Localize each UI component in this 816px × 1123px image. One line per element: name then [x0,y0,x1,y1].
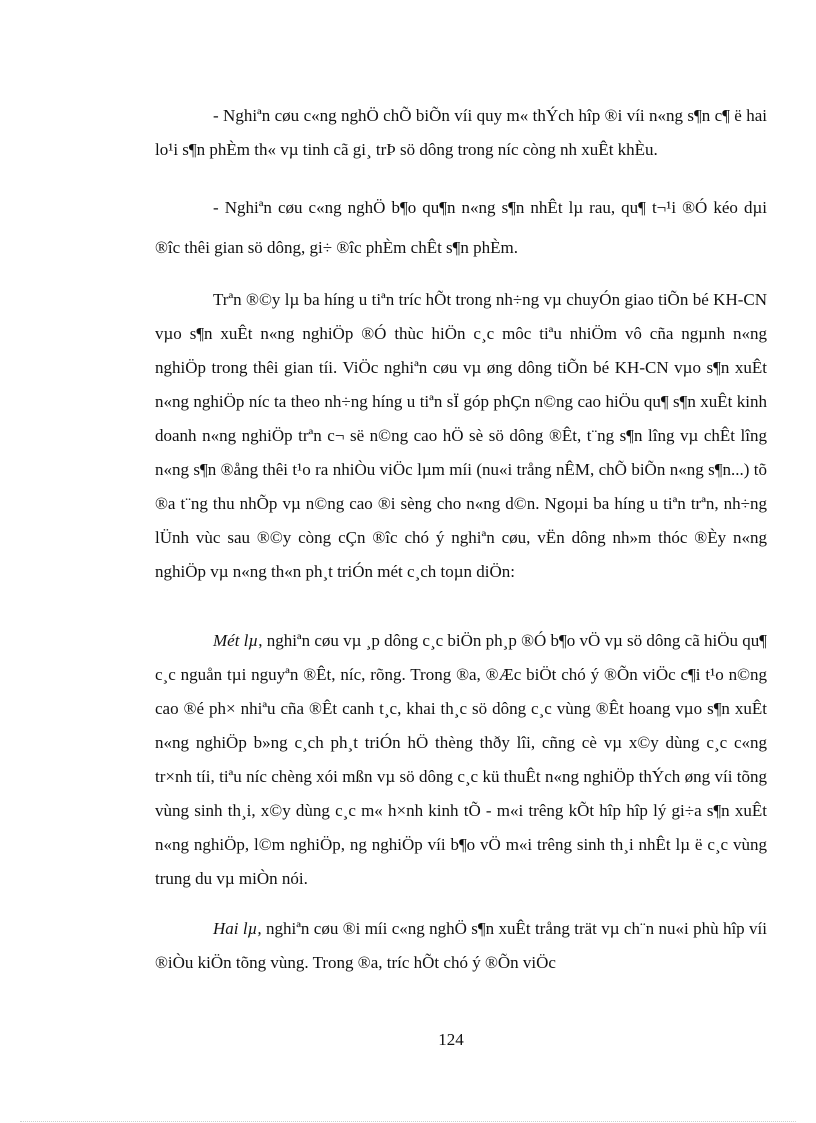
paragraph-research-processing: - Nghiªn cøu c«ng nghÖ chÕ biÕn víi quy m« thÝch hîp ®i víi n«ng s¶n c¶ ë hai lo¹i s¶n phÈm th« vµ tinh cã gi¸ trÞ sö dông trong níc còng nh xuÊt khÈu. [155,106,767,159]
page-number: 124 [438,1030,464,1049]
paragraph-second-point [155,912,767,980]
paragraph-priority-directions: Trªn ®©y lµ ba híng u tiªn tríc hÕt trong nh÷ng vµ chuyÓn giao tiÕn bé KH-CN vµo s¶n xuÊt n«ng nghiÖp ®Ó thùc hiÖn c¸c môc tiªu nhiÖm vô cña ngµnh n«ng nghiÖp trong thêi gian tíi. ViÖc nghiªn cøu vµ øng dông tiÕn bé KH-CN vµo s¶n xuÊt n«ng nghiÖp níc ta theo nh÷ng híng u tiªn sÏ góp phÇn n©ng cao hiÖu qu¶ s¶n xuÊt kinh doanh n«ng nghiÖp trªn c¬ së n©ng cao hÖ sè sö dông ®Êt, t¨ng s¶n lîng vµ chÊt lîng n«ng s¶n ®ång thêi t¹o ra nhiÒu viÖc lµm míi (nu«i trång nÊM, chÕ biÕn n«ng s¶n...) tõ ®a t¨ng thu nhÕp vµ n©ng cao ®i sèng cho n«ng d©n. Ngoµi ba híng u tiªn trªn, nh÷ng lÜnh vùc sau ®©y còng cÇn ®îc chó ý nghiªn cøu, vËn dông nh»m thóc ®Èy n«ng nghiÖp vµ n«ng th«n ph¸t triÓn mét c¸ch toµn diÖn: [155,290,767,581]
lead-first: Mét lµ [213,631,259,650]
page-bottom-rule [20,1121,796,1122]
paragraph-research-preservation: - Nghiªn cøu c«ng nghÖ b¶o qu¶n n«ng s¶n nhÊt lµ rau, qu¶ t¬¹i ®Ó kéo dµi ®îc thêi gian sö dông, gi÷ ®îc phÈm chÊt s¶n phÈm. [155,198,767,257]
paragraph-second-body: nghiªn cøu ®i míi c«ng nghÖ s¶n xuÊt trång trät vµ ch¨n nu«i phù hîp víi ®iÒu kiÖn tõng vùng. Trong ®a, tríc hÕt chó ý ®Õn viÖc [155,919,767,972]
paragraph-first-body: , nghiªn cøu vµ ¸p dông c¸c biÖn ph¸p ®Ó b¶o vÖ vµ sö dông cã hiÖu qu¶ c¸c nguån tµi nguyªn ®Êt, níc, rõng. Trong ®a, ®Æc biÖt chó ý ®Õn viÖc c¶i t¹o n©ng cao ®é ph× nhiªu cña ®Êt canh t¸c, khai th¸c sö dông c¸c vùng ®Êt hoang vµo s¶n xuÊt n«ng nghiÖp b»ng c¸ch ph¸t triÓn hÖ thèng thðy lîi, cñng cè vµ x©y dùng c¸c c«ng tr×nh tíi, tiªu níc chèng xói mßn vµ sö dông c¸c kü thuÊt n«ng nghiÖp thÝch øng víi tõng vùng sinh th¸i, x©y dùng c¸c m« h×nh kinh tÕ - m«i trêng kÕt hîp hîp lý gi÷a s¶n xuÊt n«ng nghiÖp, l©m nghiÖp, ng nghiÖp víi b¶o vÖ m«i trêng sinh th¸i nhÊt lµ ë c¸c vùng trung du vµ miÒn nói. [155,631,767,888]
lead-second: Hai lµ, [213,919,262,938]
paragraph-first-point [155,624,767,896]
